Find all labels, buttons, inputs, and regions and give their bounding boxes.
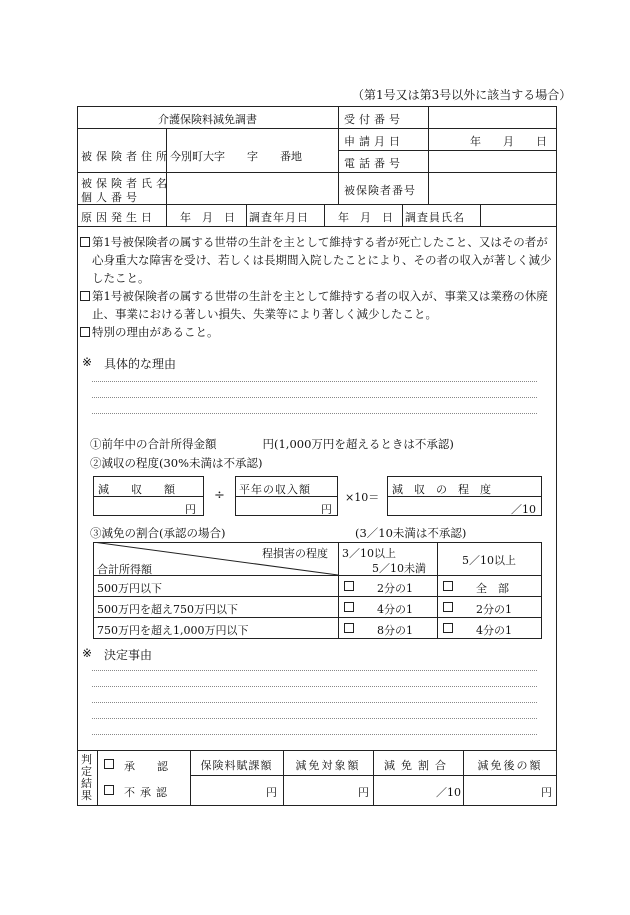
decrease-amount-label: 減 収 額 bbox=[98, 483, 175, 496]
phone-label: 電話番号 bbox=[344, 157, 404, 170]
table-row-label: 750万円を超え1,000万円以下 bbox=[97, 624, 249, 637]
checkbox-icon[interactable] bbox=[344, 623, 354, 633]
decrease-amount-unit: 円 bbox=[185, 503, 196, 516]
table-col1-top: 3／10以上 bbox=[342, 547, 396, 560]
table-row-c1[interactable] bbox=[344, 622, 356, 635]
decrease-degree-text: ②減収の程度(30%未満は不承認) bbox=[90, 456, 263, 470]
target-label: 減免対象額 bbox=[295, 759, 361, 772]
table-row-c1-text: 4分の1 bbox=[377, 603, 413, 616]
avg-income-unit: 円 bbox=[321, 503, 332, 516]
receipt-number-field[interactable] bbox=[430, 108, 555, 127]
table-row-c2-text: 全 部 bbox=[476, 582, 509, 595]
table-diag-bottom: 合計所得額 bbox=[97, 563, 152, 576]
table-row-c1[interactable] bbox=[344, 580, 356, 593]
insured-name-field[interactable] bbox=[168, 174, 336, 203]
table-diag-top: 程損害の程度 bbox=[262, 547, 328, 560]
table-row-c2[interactable] bbox=[443, 622, 455, 635]
reject-option[interactable] bbox=[104, 784, 116, 797]
phone-field[interactable] bbox=[430, 152, 555, 171]
reject-label: 不承認 bbox=[124, 786, 172, 799]
cause-date-value[interactable]: 年 月 日 bbox=[180, 211, 235, 224]
checkbox-icon[interactable] bbox=[344, 581, 354, 591]
premium-unit[interactable]: 円 bbox=[266, 786, 277, 799]
table-col2: 5／10以上 bbox=[462, 554, 516, 567]
header-note: （第1号又は第3号以外に該当する場合） bbox=[352, 88, 572, 102]
cause-date-label: 原因発生日 bbox=[81, 211, 156, 224]
checkbox-icon[interactable] bbox=[443, 581, 453, 591]
table-row-c1-text: 8分の1 bbox=[377, 624, 413, 637]
checkbox-icon[interactable] bbox=[443, 623, 453, 633]
reason-item-2[interactable]: 第1号被保険者の属する世帯の生計を主として維持する者の収入が、事業又は業務の休廃止、事業における著しい損失、失業等により著しく減少したこと。 bbox=[80, 287, 554, 323]
table-row-c1[interactable] bbox=[344, 601, 356, 614]
approve-label: 承 認 bbox=[124, 760, 168, 773]
receipt-number-label: 受付番号 bbox=[344, 113, 404, 126]
table-row-label: 500万円以下 bbox=[97, 582, 162, 595]
reduction-ratio-note: (3／10未満は不承認) bbox=[355, 526, 467, 540]
application-date-label: 申請月日 bbox=[344, 135, 404, 148]
investigator-field[interactable] bbox=[482, 206, 555, 225]
checkbox-icon[interactable] bbox=[104, 785, 114, 795]
insured-address-label: 被保険者住所 bbox=[81, 150, 171, 163]
survey-date-label: 調査年月日 bbox=[249, 211, 309, 224]
divide-sign: ÷ bbox=[214, 488, 225, 503]
table-row-label: 500万円を超え750万円以下 bbox=[97, 603, 238, 616]
checkbox-icon[interactable] bbox=[344, 602, 354, 612]
reduction-ratio-text: ③減免の割合(承認の場合) bbox=[90, 526, 226, 540]
insured-number-field[interactable] bbox=[430, 174, 555, 203]
specific-reason-label: 具体的な理由 bbox=[104, 357, 177, 371]
insured-address-value[interactable]: 今別町大字 字 番地 bbox=[170, 150, 302, 163]
application-date-value[interactable]: 年 月 日 bbox=[470, 135, 547, 148]
after-label: 減免後の額 bbox=[477, 759, 543, 772]
insured-number-label: 被保険者番号 bbox=[344, 184, 416, 197]
form-title: 介護保険料減免調書 bbox=[158, 113, 257, 126]
reason-item-1[interactable]: 第1号被保険者の属する世帯の生計を主として維持する者が死亡したこと、又はその者が心身重大な障害を受け、若しくは長期間入院したことにより、その者の収入が著しく減少したこと。 bbox=[80, 233, 554, 287]
after-unit[interactable]: 円 bbox=[541, 786, 552, 799]
reason-item-3[interactable]: 特別の理由があること。 bbox=[80, 323, 554, 341]
checkbox-icon[interactable] bbox=[104, 759, 114, 769]
investigator-label: 調査員氏名 bbox=[405, 211, 465, 224]
personal-number-label: 個人番号 bbox=[81, 191, 141, 204]
premium-label: 保険料賦課額 bbox=[200, 759, 273, 772]
decision-reason-label: 決定事由 bbox=[104, 648, 153, 662]
ratio-label: 減免割合 bbox=[384, 759, 452, 772]
checkbox-icon[interactable] bbox=[80, 237, 90, 247]
decision-reason-mark: ※ bbox=[82, 646, 93, 660]
table-row-c2[interactable] bbox=[443, 601, 455, 614]
survey-date-value[interactable]: 年 月 日 bbox=[338, 211, 393, 224]
table-row-c2[interactable] bbox=[443, 580, 455, 593]
table-col1-bottom: 5／10未満 bbox=[372, 562, 426, 575]
checkbox-icon[interactable] bbox=[80, 327, 90, 337]
table-row-c2-text: 2分の1 bbox=[476, 603, 512, 616]
degree-label: 減 収 の 程 度 bbox=[392, 483, 491, 496]
result-label: 判定結果 bbox=[81, 753, 92, 802]
approve-option[interactable] bbox=[104, 758, 116, 771]
avg-income-label: 平年の収入額 bbox=[239, 483, 311, 496]
insured-name-label: 被保険者氏名 bbox=[81, 177, 171, 190]
table-row-c2-text: 4分の1 bbox=[476, 624, 512, 637]
checkbox-icon[interactable] bbox=[80, 291, 90, 301]
prev-income-text: ①前年中の合計所得金額 円(1,000万円を超えるときは不承認) bbox=[90, 437, 454, 451]
reasons-list bbox=[80, 233, 554, 341]
specific-reason-mark: ※ bbox=[82, 355, 93, 369]
checkbox-icon[interactable] bbox=[443, 602, 453, 612]
target-unit[interactable]: 円 bbox=[358, 786, 369, 799]
degree-unit: ／10 bbox=[511, 503, 536, 516]
ratio-unit[interactable]: ／10 bbox=[436, 786, 461, 799]
table-row-c1-text: 2分の1 bbox=[377, 582, 413, 595]
times-ten: ×10＝ bbox=[345, 491, 380, 504]
